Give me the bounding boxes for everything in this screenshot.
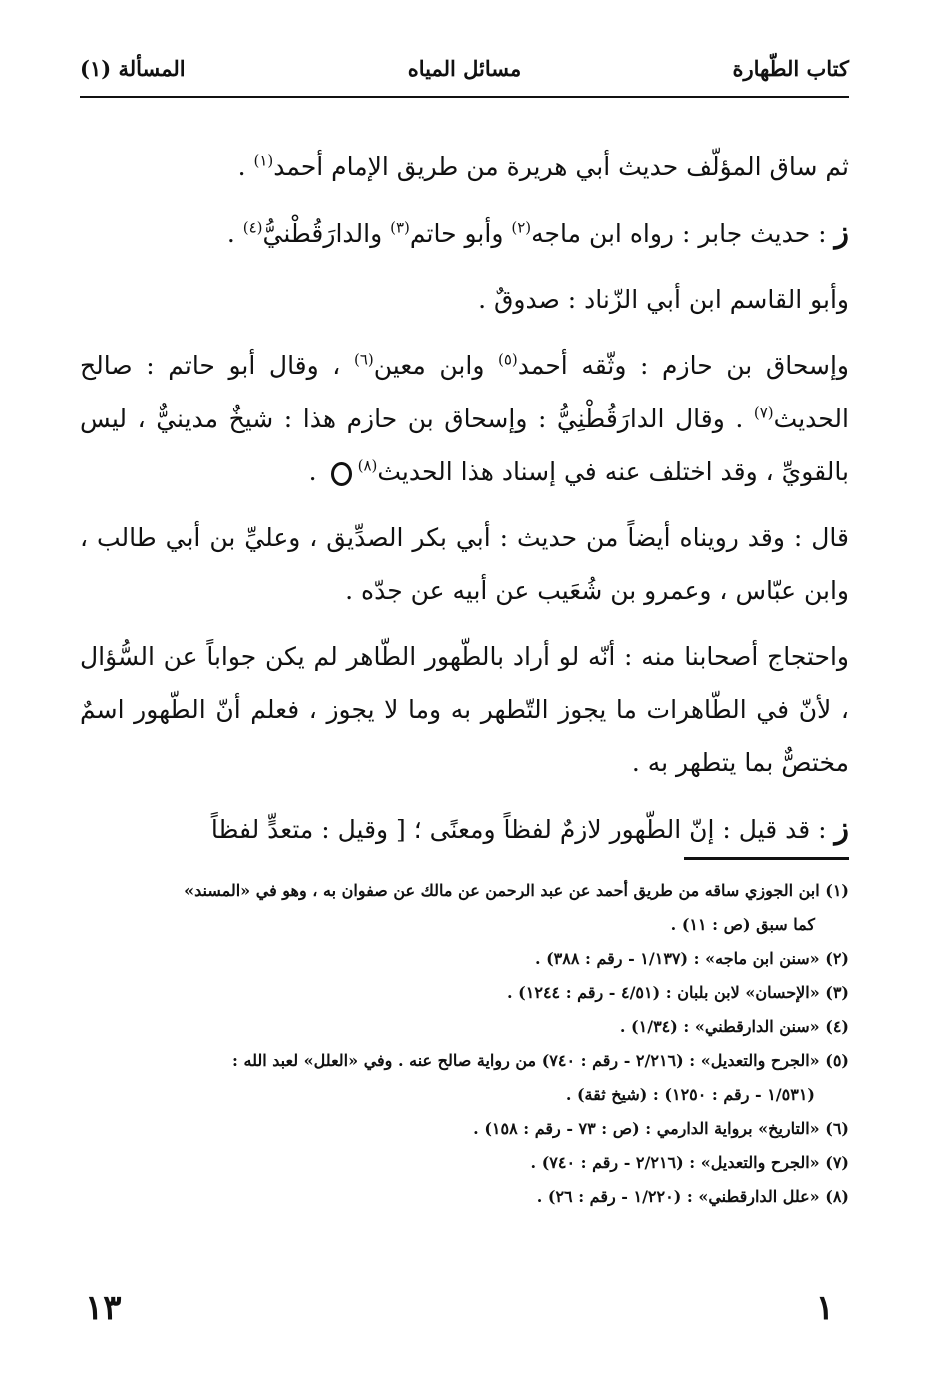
- chapter-title: مسائل المياه: [407, 56, 522, 81]
- paragraph-4: وإسحاق بن حازم : وثّقه أحمد$^{(٥)}$ وابن معين$^{(٦)}$ ، وقال أبو حاتم : صالح الحديث$^{(٧)}$ . وقال الدارَقُطْنِيُّ : وإسحاق بن حازم هذا : شيخٌ مدينيٌّ ، ليس بالقويِّ ، وقد اختلف عنه في إسناد هذا الحديث$^{(٨)}$ .: [80, 350, 849, 486]
- end-circle-icon: [331, 462, 352, 486]
- footnote-3: (٣) «الإحسان» لابن بلبان : (٤/٥١ - رقم : ١٢٤٤) .: [507, 983, 849, 1002]
- footnote-separator: [684, 857, 849, 860]
- main-text: [80, 140, 849, 869]
- footnotes: [80, 874, 849, 1214]
- book-title: كتاب الطّهارة: [732, 56, 849, 81]
- footnote-2: (٢) «سنن ابن ماجه» : (١/١٣٧ - رقم : ٣٨٨) .: [534, 949, 849, 968]
- paragraph-7: ز : قد قيل : إنّ الطّهور لازمٌ لفظاً ومعنًى ؛ [ وقيل : متعدٍّ لفظاً: [210, 811, 849, 846]
- footnote-8: (٨) «علل الدارقطني» : (١/٢٢٠ - رقم : ٢٦) .: [536, 1187, 849, 1206]
- footnote-5: (٥) «الجرح والتعديل» : (٢/٢١٦ - رقم : ٧٤٠) من رواية صالح عنه . وفي «العلل» لعبد الله :: [232, 1051, 849, 1070]
- paragraph-5: قال : وقد رويناه أيضاً من حديث : أبي بكر الصدِّيق ، وعليِّ بن أبي طالب ، وابن عبّاس ، وعمرو بن شُعَيب عن أبيه عن جدّه .: [80, 523, 849, 605]
- footnote-ref: (٨): [357, 456, 378, 475]
- paragraph-1: ثم ساق المؤلّف حديث أبي هريرة من طريق الإمام أحمد$^{(١)}$ .: [237, 151, 849, 181]
- footnote-1: (١) ابن الجوزي ساقه من طريق أحمد عن عبد الرحمن عن مالك عن صفوان به ، وهو في «المسند»: [184, 881, 849, 900]
- issue-label: المسألة (١): [80, 56, 186, 81]
- footnote-ref: (٢): [511, 218, 532, 237]
- zay-marker: ز: [834, 811, 849, 846]
- footnote-ref: (١): [253, 151, 274, 170]
- footnote-6: (٦) «التاريخ» برواية الدارمي : (ص : ٧٣ - رقم : ١٥٨) .: [473, 1119, 849, 1138]
- page-number-right: ١: [815, 1288, 834, 1328]
- zay-marker: ز: [834, 215, 849, 250]
- footnote-ref: (٤): [242, 218, 263, 237]
- paragraph-6: واحتجاج أصحابنا منه : أنّه لو أراد بالطّهور الطّاهر لم يكن جواباً عن السُّؤال ، لأنّ في الطّاهرات ما يجوز التّطهر به وما لا يجوز ، فعلم أنّ الطّهور اسمٌ مختصٌّ بما يتطهر به .: [80, 642, 849, 777]
- footnote-ref: (٣): [390, 218, 410, 237]
- footnote-1-cont: كما سبق (ص : ١١) .: [670, 915, 815, 934]
- paragraph-3: وأبو القاسم ابن أبي الزّناد : صدوقٌ .: [478, 285, 849, 314]
- footnote-ref: (٦): [353, 350, 374, 369]
- paragraph-2: ز : حديث جابر : رواه ابن ماجه$^{(٢)}$ وأبو حاتم$^{(٣)}$ والدارَقُطْنيُّ$^{(٤)}$ .: [226, 215, 849, 250]
- page-number-left: ١٣: [85, 1288, 122, 1328]
- footnote-ref: (٥): [498, 350, 518, 369]
- footnote-ref: (٧): [753, 403, 774, 422]
- running-header: [80, 52, 849, 98]
- footnote-5-cont: (١/٥٣١ - رقم : ١٢٥٠) : (شيخ ثقة) .: [565, 1085, 815, 1104]
- footnote-7: (٧) «الجرح والتعديل» : (٢/٢١٦ - رقم : ٧٤٠) .: [530, 1153, 849, 1172]
- footnote-4: (٤) «سنن الدارقطني» : (١/٣٤) .: [619, 1017, 849, 1036]
